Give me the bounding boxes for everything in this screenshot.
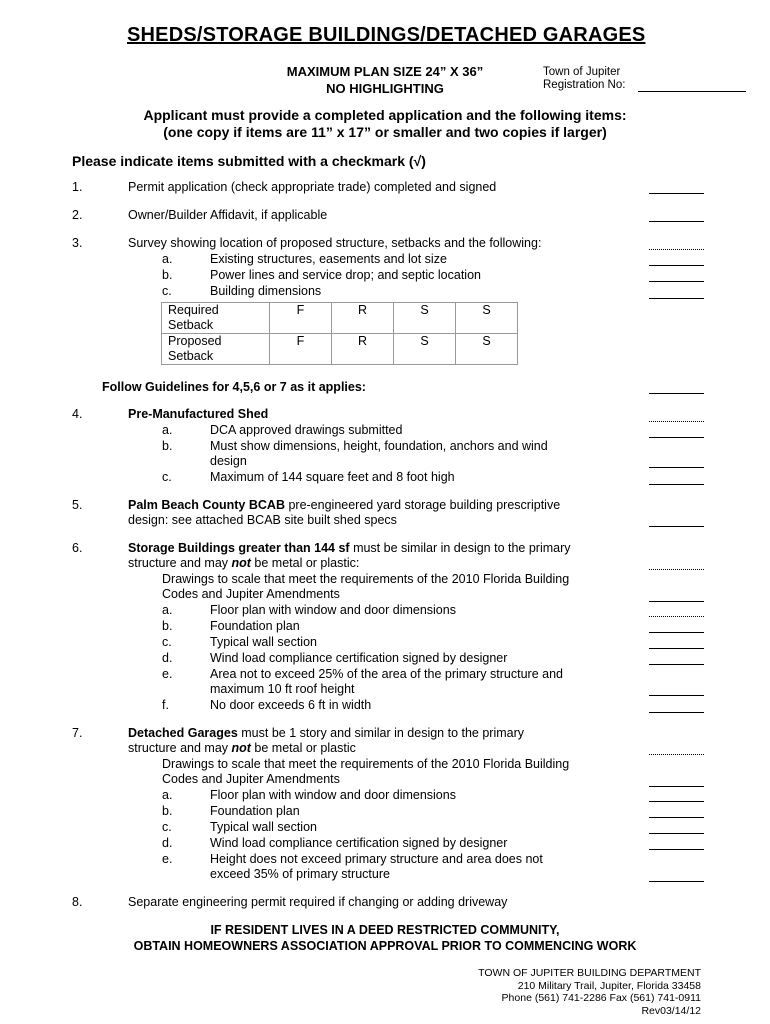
item-4c-text: Maximum of 144 square feet and 8 foot high xyxy=(210,470,455,484)
item-number: 7. xyxy=(72,726,83,740)
setback-cell[interactable]: R xyxy=(332,303,394,334)
checkbox-line-item-4b[interactable] xyxy=(649,467,704,468)
footer-phone: Phone (561) 741-2286 Fax (561) 741-0911 xyxy=(501,992,701,1004)
item-number: 5. xyxy=(72,498,83,512)
checkbox-line-item-7[interactable] xyxy=(649,754,704,755)
page-title: SHEDS/STORAGE BUILDINGS/DETACHED GARAGES xyxy=(127,24,646,46)
guidelines-note: Follow Guidelines for 4,5,6 or 7 as it applies: xyxy=(102,380,366,394)
checkbox-line-item-3[interactable] xyxy=(649,249,704,250)
item-6f-text: No door exceeds 6 ft in width xyxy=(210,698,372,712)
registration-number-field[interactable] xyxy=(638,91,746,92)
checkbox-line-item-7b[interactable] xyxy=(649,817,704,818)
sub-letter: c. xyxy=(162,820,172,834)
item-6-text-cont: structure and may not be metal or plastic: xyxy=(128,556,360,570)
plan-size-note xyxy=(270,63,500,97)
item-7c-text: Typical wall section xyxy=(210,820,317,834)
checkbox-line-item-6a-2[interactable] xyxy=(649,616,704,617)
item-3a-text: Existing structures, easements and lot size xyxy=(210,252,447,266)
item-6d-text: Wind load compliance certification signed by designer xyxy=(210,651,508,665)
town-label: Town of Jupiter xyxy=(543,66,621,78)
item-6e-text-cont: maximum 10 ft roof height xyxy=(210,682,355,696)
checkbox-line-item-6b[interactable] xyxy=(649,632,704,633)
checkbox-line-item-4c[interactable] xyxy=(649,484,704,485)
sub-letter: a. xyxy=(162,423,173,437)
checkbox-line-item-1[interactable] xyxy=(649,193,704,194)
sub-letter: b. xyxy=(162,439,173,453)
item-2-text: Owner/Builder Affidavit, if applicable xyxy=(128,208,328,222)
checkbox-line-item-6c[interactable] xyxy=(649,648,704,649)
checkbox-line-item-3a[interactable] xyxy=(649,265,704,266)
sub-letter: b. xyxy=(162,619,173,633)
registration-label: Registration No: xyxy=(543,79,626,91)
item-number: 4. xyxy=(72,407,83,421)
setback-cell[interactable]: S xyxy=(456,303,518,334)
setback-row-label: Proposed Setback xyxy=(162,334,270,365)
item-number: 8. xyxy=(72,895,83,909)
footer-revision: Rev03/14/12 xyxy=(641,1004,701,1017)
item-3-text: Survey showing location of proposed structure, setbacks and the following: xyxy=(128,236,542,250)
hoa-notice-line-1: IF RESIDENT LIVES IN A DEED RESTRICTED COMMUNITY, xyxy=(210,923,560,937)
item-number: 2. xyxy=(72,208,83,222)
item-7-drawings: Drawings to scale that meet the requirements of the 2010 Florida Building xyxy=(162,757,570,771)
setback-table xyxy=(161,302,518,365)
setback-cell[interactable]: F xyxy=(270,303,332,334)
item-1-text: Permit application (check appropriate trade) completed and signed xyxy=(128,180,497,194)
item-7d-text: Wind load compliance certification signed by designer xyxy=(210,836,508,850)
footer-dept: TOWN OF JUPITER BUILDING DEPARTMENT xyxy=(478,967,701,979)
item-8-text: Separate engineering permit required if changing or adding driveway xyxy=(128,895,508,909)
item-7b-text: Foundation plan xyxy=(210,804,300,818)
sub-letter: c. xyxy=(162,635,172,649)
plan-size: MAXIMUM PLAN SIZE 24” X 36” xyxy=(286,64,484,79)
item-6e-text: Area not to exceed 25% of the area of the primary structure and xyxy=(210,667,563,681)
item-7a-text: Floor plan with window and door dimensions xyxy=(210,788,456,802)
item-7-drawings-cont: Codes and Jupiter Amendments xyxy=(162,772,340,786)
checkbox-line-item-4a[interactable] xyxy=(649,437,704,438)
footer-address: 210 Military Trail, Jupiter, Florida 33458 xyxy=(517,979,701,992)
checkbox-line-item-4[interactable] xyxy=(649,421,704,422)
item-3c-text: Building dimensions xyxy=(210,284,322,298)
checkbox-line-guidelines[interactable] xyxy=(649,393,704,394)
hoa-notice-line-2: OBTAIN HOMEOWNERS ASSOCIATION APPROVAL PRIOR TO COMMENCING WORK xyxy=(133,939,637,953)
sub-letter: e. xyxy=(162,852,173,866)
item-6-text: Storage Buildings greater than 144 sf must be similar in design to the primary xyxy=(128,541,571,555)
checkbox-line-item-7e[interactable] xyxy=(649,881,704,882)
no-highlighting: NO HIGHLIGHTING xyxy=(326,81,444,96)
instructions-line-2: (one copy if items are 11” x 17” or smaller and two copies if larger) xyxy=(163,124,607,140)
instructions xyxy=(100,107,670,141)
checkmark-note: Please indicate items submitted with a checkmark (√) xyxy=(72,153,426,169)
item-number: 6. xyxy=(72,541,83,555)
sub-letter: c. xyxy=(162,284,172,298)
item-number: 3. xyxy=(72,236,83,250)
checkbox-line-item-6f[interactable] xyxy=(649,712,704,713)
item-6a-text: Floor plan with window and door dimensions xyxy=(210,603,456,617)
item-4-title: Pre-Manufactured Shed xyxy=(128,407,269,421)
setback-cell[interactable]: S xyxy=(456,334,518,365)
checkbox-line-item-7d[interactable] xyxy=(649,849,704,850)
item-7-text-cont: structure and may not be metal or plastic xyxy=(128,741,356,755)
item-5-text-cont: design: see attached BCAB site built shed specs xyxy=(128,513,397,527)
table-row xyxy=(162,303,518,334)
footer xyxy=(478,967,701,1017)
checkbox-line-item-3c[interactable] xyxy=(649,298,704,299)
item-4b-text-cont: design xyxy=(210,454,247,468)
item-4a-text: DCA approved drawings submitted xyxy=(210,423,403,437)
item-3b-text: Power lines and service drop; and septic location xyxy=(210,268,481,282)
setback-row-label: Required Setback xyxy=(162,303,270,334)
checkbox-line-item-7c[interactable] xyxy=(649,833,704,834)
setback-cell[interactable]: R xyxy=(332,334,394,365)
item-7e-text: Height does not exceed primary structure and area does not xyxy=(210,852,543,866)
checkbox-line-item-7a[interactable] xyxy=(649,786,704,787)
item-6b-text: Foundation plan xyxy=(210,619,300,633)
instructions-line-1: Applicant must provide a completed application and the following items: xyxy=(143,107,627,123)
sub-letter: a. xyxy=(162,252,173,266)
item-number: 1. xyxy=(72,180,83,194)
checkbox-line-item-7a-2[interactable] xyxy=(649,801,704,802)
checkbox-line-item-3b[interactable] xyxy=(649,281,704,282)
checkbox-line-item-6e[interactable] xyxy=(649,695,704,696)
setback-cell[interactable]: F xyxy=(270,334,332,365)
registration-block xyxy=(543,66,625,92)
sub-letter: a. xyxy=(162,788,173,802)
sub-letter: f. xyxy=(162,698,169,712)
sub-letter: d. xyxy=(162,651,173,665)
checkbox-line-item-6a[interactable] xyxy=(649,601,704,602)
item-7-text: Detached Garages must be 1 story and similar in design to the primary xyxy=(128,726,525,740)
sub-letter: b. xyxy=(162,268,173,282)
sub-letter: a. xyxy=(162,603,173,617)
checkbox-line-item-6d[interactable] xyxy=(649,664,704,665)
table-row xyxy=(162,334,518,365)
checkbox-line-item-2[interactable] xyxy=(649,221,704,222)
sub-letter: c. xyxy=(162,470,172,484)
sub-letter: d. xyxy=(162,836,173,850)
checkbox-line-item-6[interactable] xyxy=(649,569,704,570)
setback-cell[interactable]: S xyxy=(394,334,456,365)
item-6-drawings-cont: Codes and Jupiter Amendments xyxy=(162,587,340,601)
sub-letter: e. xyxy=(162,667,173,681)
setback-cell[interactable]: S xyxy=(394,303,456,334)
item-6-drawings: Drawings to scale that meet the requirements of the 2010 Florida Building xyxy=(162,572,570,586)
sub-letter: b. xyxy=(162,804,173,818)
item-7e-text-cont: exceed 35% of primary structure xyxy=(210,867,390,881)
hoa-notice xyxy=(80,922,690,954)
checkbox-line-item-5[interactable] xyxy=(649,526,704,527)
item-5-text: Palm Beach County BCAB pre-engineered yard storage building prescriptive xyxy=(128,498,561,512)
item-6c-text: Typical wall section xyxy=(210,635,317,649)
item-4b-text: Must show dimensions, height, foundation, anchors and wind xyxy=(210,439,548,453)
